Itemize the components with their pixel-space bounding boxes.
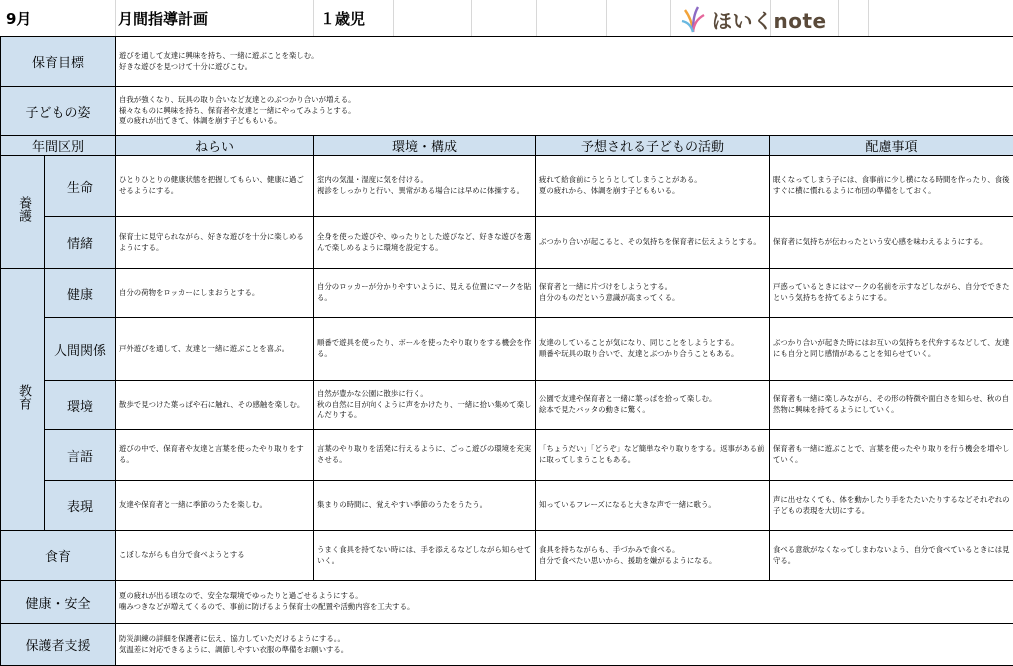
aim-cell: 戸外遊びを通して、友達と一緒に遊ぶことを喜ぶ。 [116, 318, 314, 381]
monthly-plan-table [0, 36, 1013, 666]
table-row [1, 217, 1013, 269]
consideration-cell: 食べる意欲がなくなってしまわないよう、自分で食べているときには見守る。 [770, 531, 1013, 581]
environment-cell: うまく食具を持てない時には、手を添えるなどしながら知らせていく。 [314, 531, 536, 581]
activity-cell: 食具を持ちながらも、手づかみで食べる。 自分で食べたい思いから、援助を嫌がるようになる。 [536, 531, 770, 581]
children-text: 自我が強くなり、玩具の取り合いなど友達とのぶつかり合いが増える。 様々なものに興味を持ち、保育者や友達と一緒にやってみようとする。 夏の疲れが出てきて、体調を崩す子どももいる。 [116, 87, 1013, 136]
parents-row [1, 624, 1013, 666]
row-label: 言語 [45, 430, 116, 481]
aim-cell: 散歩で見つけた葉っぱや石に触れ、その感触を楽しむ。 [116, 381, 314, 430]
consideration-cell: ぶつかり合いが起きた時にはお互いの気持ちを代弁するなどして、友達にも自分と同じ感情があることを知らせていく。 [770, 318, 1013, 381]
consideration-cell: 戸惑っているときにはマークの名前を示すなどしながら、自分でできたという気持ちを持てるようにする。 [770, 269, 1013, 318]
safety-text: 夏の疲れが出る頃なので、安全な環境でゆったりと過ごせるようにする。 噛みつきなどが増えてくるので、事前に防げるよう保育士の配置や活動内容を工夫する。 [116, 581, 1013, 624]
children-label: 子どもの姿 [1, 87, 116, 136]
aim-cell: 遊びの中で、保育者や友達と言葉を使ったやり取りをする。 [116, 430, 314, 481]
activity-cell: 知っているフレーズになると大きな声で一緒に歌う。 [536, 481, 770, 531]
consideration-cell: 保育者に気持ちが伝わったという安心感を味わえるようにする。 [770, 217, 1013, 269]
aim-cell: 保育士に見守られながら、好きな遊びを十分に楽しめるようにする。 [116, 217, 314, 269]
safety-row [1, 581, 1013, 624]
aim-cell: ひとりひとりの健康状態を把握してもらい、健康に過ごせるようにする。 [116, 156, 314, 217]
activity-cell: 保育者と一緒に片づけをしようとする。 自分のものだという意識が高まってくる。 [536, 269, 770, 318]
aim-cell: こぼしながらも自分で食べようとする [116, 531, 314, 581]
environment-cell: 室内の気温・湿度に気を付ける。 視診をしっかりと行い、異常がある場合には早めに体操する。 [314, 156, 536, 217]
table-row [1, 318, 1013, 381]
activity-cell: 疲れて給食前にうとうとしてしまうことがある。 夏の疲れから、体調を崩す子どももいる。 [536, 156, 770, 217]
environment-cell: 集まりの時間に、覚えやすい季節のうたをうたう。 [314, 481, 536, 531]
yogo-label [1, 156, 45, 269]
row-label: 表現 [45, 481, 116, 531]
logo-text: ほいくnote [712, 5, 827, 34]
row-label: 情緒 [45, 217, 116, 269]
children-row [1, 87, 1013, 136]
consideration-cell: 声に出せなくても、体を動かしたり手をたたいたりするなどそれぞれの子どもの表現を大切にする。 [770, 481, 1013, 531]
consideration-cell: 保育者も一緒に遊ぶことで、言葉を使ったやり取りを行う機会を増やしていく。 [770, 430, 1013, 481]
environment-cell: 言葉のやり取りを活発に行えるように、ごっこ遊びの環境を充実させる。 [314, 430, 536, 481]
environment-cell: 全身を使った遊びや、ゆったりとした遊びなど、好きな遊びを選んで楽しめるように環境を設定する。 [314, 217, 536, 269]
parents-text: 防災訓練の詳細を保護者に伝え、協力していただけるようにする。。 気温差に対応できるように、調節しやすい衣服の準備をお願いする。 [116, 624, 1013, 666]
hoiku-note-logo [680, 3, 827, 35]
row-label: 人間関係 [45, 318, 116, 381]
col-category: 年間区別 [1, 136, 116, 156]
consideration-cell: 保育者も一緒に楽しみながら、その形の特徴や面白さを知らせ、秋の自然物に興味を持てるようにしていく。 [770, 381, 1013, 430]
table-row [1, 481, 1013, 531]
activity-cell: 公園で友達や保育者と一緒に葉っぱを拾って楽しむ。 絵本で見たバッタの動きに驚く。 [536, 381, 770, 430]
goals-text: 遊びを通して友達に興味を持ち、一緒に遊ぶことを楽しむ。 好きな遊びを見つけて十分に遊びこむ。 [116, 37, 1013, 87]
kyoiku-label-text: 教育 [14, 384, 31, 410]
row-label: 環境 [45, 381, 116, 430]
row-label: 生命 [45, 156, 116, 217]
column-header-row [1, 136, 1013, 156]
environment-cell: 順番で遊具を使ったり、ボールを使ったやり取りをする機会を作る。 [314, 318, 536, 381]
age-label: １歳児 [320, 0, 365, 36]
consideration-cell: 眠くなってしまう子には、食事前に少し横になる時間を作ったり、食後すぐに横に慣れるように布団の準備をしておく。 [770, 156, 1013, 217]
environment-cell: 自分のロッカーが分かりやすいように、見える位置にマークを貼る。 [314, 269, 536, 318]
table-row [1, 381, 1013, 430]
activity-cell: 「ちょうだい」「どうぞ」など簡単なやり取りをする。返事がある前に取ってしまうこともある。 [536, 430, 770, 481]
activity-cell: 友達のしていることが気になり、同じことをしようとする。 順番や玩具の取り合いで、友達とぶつかり合うこともある。 [536, 318, 770, 381]
shokuiku-label: 食育 [1, 531, 116, 581]
yogo-label-text: 養護 [14, 196, 31, 222]
month-label: 9月 [6, 0, 31, 36]
sprout-icon [680, 5, 706, 33]
row-label: 健康 [45, 269, 116, 318]
col-aim: ねらい [116, 136, 314, 156]
table-row [1, 269, 1013, 318]
environment-cell: 自然が豊かな公園に散歩に行く。 秋の自然に目が向くように声をかけたり、一緒に拾い集めて楽しんだりする。 [314, 381, 536, 430]
parents-label: 保護者支援 [1, 624, 116, 666]
activity-cell: ぶつかり合いが起こると、その気持ちを保育者に伝えようとする。 [536, 217, 770, 269]
kyoiku-label [1, 269, 45, 531]
header-bar [0, 0, 1013, 37]
aim-cell: 自分の荷物をロッカーにしまおうとする。 [116, 269, 314, 318]
plan-title: 月間指導計画 [118, 0, 208, 36]
safety-label: 健康・安全 [1, 581, 116, 624]
aim-cell: 友達や保育者と一緒に季節のうたを楽しむ。 [116, 481, 314, 531]
goals-label: 保育目標 [1, 37, 116, 87]
shokuiku-row [1, 531, 1013, 581]
goals-row [1, 37, 1013, 87]
col-activity: 予想される子どもの活動 [536, 136, 770, 156]
table-row [1, 430, 1013, 481]
table-row [1, 156, 1013, 217]
col-environment: 環境・構成 [314, 136, 536, 156]
col-consideration: 配慮事項 [770, 136, 1013, 156]
